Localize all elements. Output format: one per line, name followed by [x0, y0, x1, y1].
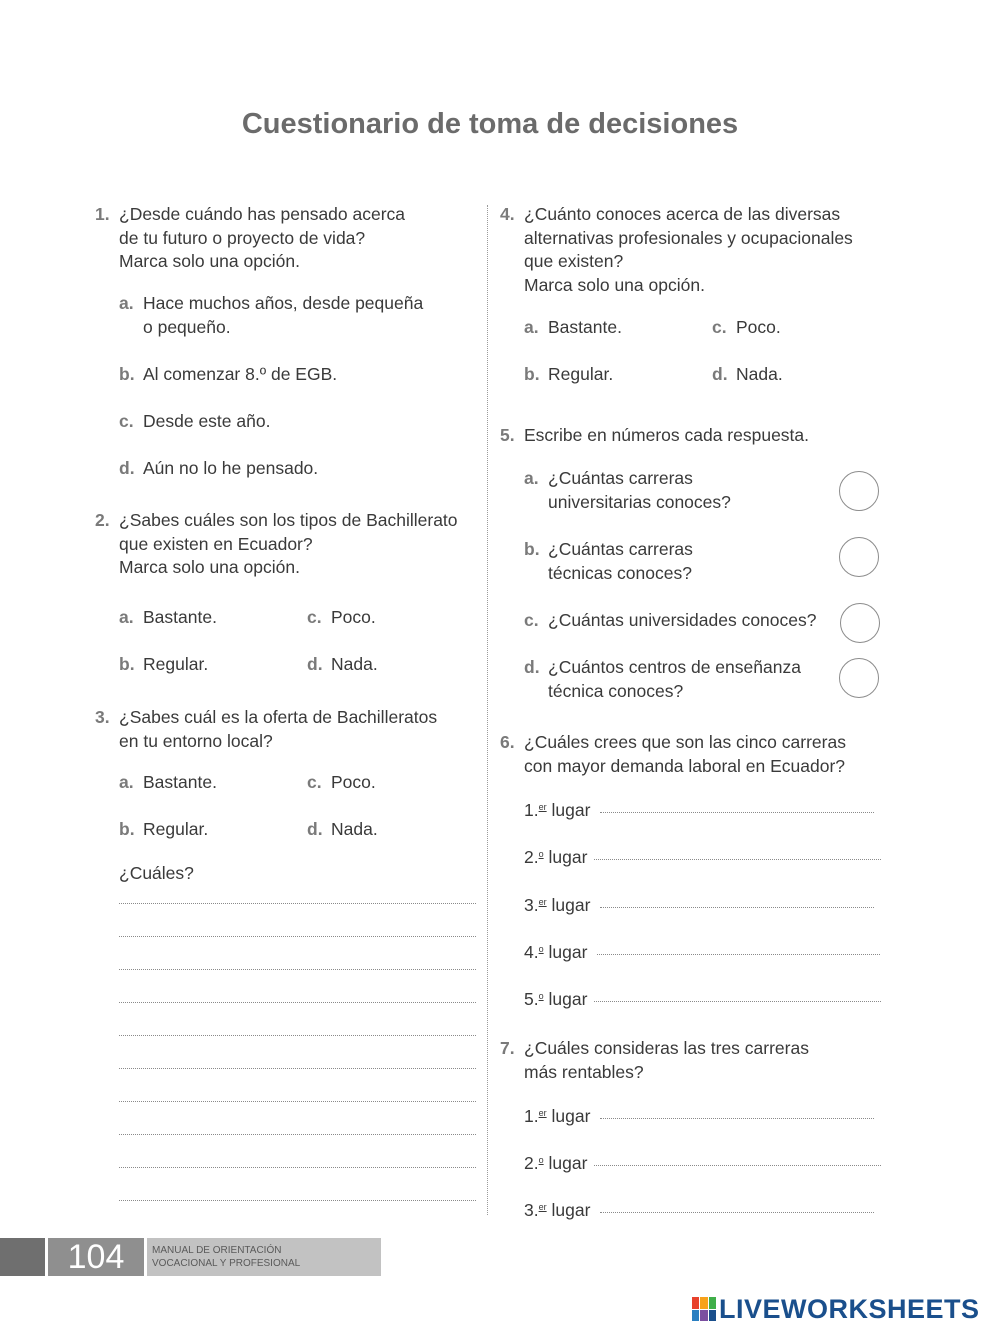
- place-ordinal: o: [538, 991, 544, 1001]
- place-ordinal: er: [538, 1202, 547, 1212]
- question-5: [500, 424, 810, 448]
- option-text: Regular.: [143, 819, 209, 839]
- place-label: lugar: [551, 895, 591, 915]
- option-text: Al comenzar 8.º de EGB.: [143, 364, 338, 384]
- place-ordinal: o: [538, 1155, 544, 1165]
- q3-answer-line-9[interactable]: [119, 1167, 476, 1168]
- logo-square: [709, 1310, 716, 1322]
- question-text-line: ¿Cuánto conoces acerca de las diversas: [524, 204, 841, 224]
- q3-answer-line-10[interactable]: [119, 1200, 476, 1201]
- logo-square: [700, 1310, 707, 1322]
- option-text: Desde este año.: [143, 411, 271, 431]
- option-text: ¿Cuántas universidades conoces?: [548, 610, 817, 630]
- q6-place-3: [524, 891, 590, 918]
- q3-option-c[interactable]: [307, 771, 376, 795]
- question-number: 4.: [500, 204, 515, 224]
- question-text-line: más rentables?: [524, 1061, 644, 1082]
- q5-item-b: [524, 538, 693, 585]
- place-label: lugar: [548, 847, 588, 867]
- place-ordinal: er: [538, 802, 547, 812]
- option-text: ¿Cuántas carreras: [548, 468, 693, 488]
- q6-place-5: [524, 985, 587, 1012]
- liveworksheets-mark-icon: [692, 1297, 716, 1321]
- q7-answer-line-3[interactable]: [600, 1212, 874, 1213]
- question-1: [95, 203, 406, 274]
- q3-answer-line-3[interactable]: [119, 969, 476, 970]
- option-letter: c.: [119, 411, 134, 431]
- option-letter: a.: [524, 317, 539, 337]
- q1-option-d[interactable]: [119, 457, 319, 481]
- option-text: técnica conoces?: [548, 680, 684, 701]
- q5-answer-circle-b[interactable]: [839, 537, 879, 577]
- option-text: Bastante.: [143, 772, 217, 792]
- question-text-line: ¿Sabes cuál es la oferta de Bachilleratos: [119, 707, 438, 727]
- question-number: 3.: [95, 707, 110, 727]
- place-number: 3.: [524, 1200, 539, 1220]
- q1-option-a[interactable]: [119, 292, 424, 339]
- option-letter: c.: [307, 772, 322, 792]
- page-number: 104: [48, 1238, 144, 1276]
- option-text: Poco.: [331, 772, 376, 792]
- question-text-line: Marca solo una opción.: [119, 557, 300, 577]
- option-letter: c.: [307, 607, 322, 627]
- place-label: lugar: [548, 989, 588, 1009]
- place-number: 3.: [524, 895, 539, 915]
- q6-place-4: [524, 938, 587, 965]
- option-letter: d.: [307, 654, 323, 674]
- question-number: 6.: [500, 732, 515, 752]
- place-ordinal: er: [538, 897, 547, 907]
- option-letter: b.: [119, 364, 135, 384]
- q4-option-a[interactable]: [524, 316, 622, 340]
- logo-square: [709, 1297, 716, 1309]
- option-text: universitarias conoces?: [548, 491, 731, 512]
- option-letter: c.: [524, 610, 539, 630]
- question-text-line: ¿Sabes cuáles son los tipos de Bachillerato: [119, 510, 458, 530]
- option-text: técnicas conoces?: [548, 562, 692, 583]
- option-text: Nada.: [331, 654, 378, 674]
- q6-answer-line-1[interactable]: [600, 812, 874, 813]
- q7-answer-line-1[interactable]: [600, 1118, 874, 1119]
- question-2: [95, 509, 458, 580]
- place-number: 2.: [524, 847, 539, 867]
- q2-option-c[interactable]: [307, 606, 376, 630]
- option-letter: c.: [712, 317, 727, 337]
- option-text: Regular.: [143, 654, 209, 674]
- q3-answer-line-1[interactable]: [119, 903, 476, 904]
- q6-answer-line-5[interactable]: [594, 1001, 881, 1002]
- q5-answer-circle-d[interactable]: [839, 658, 879, 698]
- question-7: [500, 1037, 809, 1084]
- footer-bar: [0, 1238, 45, 1276]
- question-3: [95, 706, 438, 753]
- q5-item-d: [524, 656, 801, 703]
- option-letter: a.: [119, 772, 134, 792]
- question-text-line: Marca solo una opción.: [524, 274, 705, 295]
- option-text: Aún no lo he pensado.: [143, 458, 319, 478]
- place-label: lugar: [551, 1200, 591, 1220]
- question-4: [500, 203, 853, 297]
- q6-answer-line-3[interactable]: [600, 907, 874, 908]
- question-number: 1.: [95, 204, 110, 224]
- q6-answer-line-4[interactable]: [597, 954, 880, 955]
- question-text-line: con mayor demanda laboral en Ecuador?: [524, 755, 846, 776]
- q1-option-b[interactable]: [119, 363, 338, 387]
- option-text: Bastante.: [548, 317, 622, 337]
- option-text: Regular.: [548, 364, 614, 384]
- option-text: Poco.: [736, 317, 781, 337]
- q5-answer-circle-c[interactable]: [840, 603, 880, 643]
- q3-option-b[interactable]: [119, 818, 209, 842]
- option-letter: b.: [524, 539, 540, 559]
- q3-option-a[interactable]: [119, 771, 217, 795]
- q2-option-b[interactable]: [119, 653, 209, 677]
- option-letter: a.: [119, 607, 134, 627]
- column-divider: [487, 205, 488, 1215]
- question-number: 2.: [95, 510, 110, 530]
- place-ordinal: o: [538, 849, 544, 859]
- option-letter: a.: [524, 468, 539, 488]
- question-text-line: ¿Desde cuándo has pensado acerca: [119, 204, 406, 224]
- question-text-line: alternativas profesionales y ocupacionales: [524, 227, 853, 248]
- q3-answer-line-8[interactable]: [119, 1134, 476, 1135]
- liveworksheets-wordmark: LIVEWORKSHEETS: [719, 1293, 980, 1324]
- q6-answer-line-2[interactable]: [594, 859, 881, 860]
- logo-square: [692, 1297, 699, 1309]
- q5-item-c: [524, 609, 817, 633]
- logo-square: [692, 1310, 699, 1322]
- option-letter: b.: [119, 819, 135, 839]
- place-label: lugar: [548, 1153, 588, 1173]
- option-letter: d.: [307, 819, 323, 839]
- q1-option-c[interactable]: [119, 410, 271, 434]
- page-title: Cuestionario de toma de decisiones: [241, 108, 739, 140]
- option-letter: b.: [119, 654, 135, 674]
- q6-place-1: [524, 796, 590, 823]
- q2-option-a[interactable]: [119, 606, 217, 630]
- place-ordinal: o: [538, 944, 544, 954]
- q3-answer-line-4[interactable]: [119, 1002, 476, 1003]
- q2-option-d[interactable]: [307, 653, 378, 677]
- option-text: ¿Cuántas carreras: [548, 539, 693, 559]
- place-number: 2.: [524, 1153, 539, 1173]
- liveworksheets-logo: [692, 1293, 980, 1325]
- option-letter: d.: [712, 364, 728, 384]
- question-number: 7.: [500, 1038, 515, 1058]
- footer-manual-line: VOCACIONAL Y PROFESIONAL: [152, 1258, 301, 1269]
- question-number: 5.: [500, 425, 515, 445]
- place-number: 4.: [524, 942, 539, 962]
- place-label: lugar: [551, 800, 591, 820]
- q7-answer-line-2[interactable]: [594, 1165, 881, 1166]
- place-number: 1.: [524, 800, 539, 820]
- option-text: Hace muchos años, desde pequeña: [143, 293, 424, 313]
- option-text: Nada.: [736, 364, 783, 384]
- place-number: 5.: [524, 989, 539, 1009]
- question-text-line: que existen?: [524, 251, 624, 271]
- option-letter: a.: [119, 293, 134, 313]
- question-6: [500, 731, 846, 778]
- place-label: lugar: [548, 942, 588, 962]
- q7-place-1: [524, 1102, 590, 1129]
- q3-answer-line-2[interactable]: [119, 936, 476, 937]
- place-number: 1.: [524, 1106, 539, 1126]
- q5-item-a: [524, 467, 731, 514]
- q7-place-2: [524, 1149, 587, 1176]
- option-text: o pequeño.: [143, 316, 231, 337]
- option-letter: d.: [524, 657, 540, 677]
- question-text-line: Escribe en números cada respuesta.: [524, 425, 810, 445]
- place-label: lugar: [551, 1106, 591, 1126]
- question-text-line: que existen en Ecuador?: [119, 533, 313, 554]
- logo-square: [700, 1297, 707, 1309]
- question-text-line: ¿Cuáles consideras las tres carreras: [524, 1038, 809, 1058]
- option-text: Poco.: [331, 607, 376, 627]
- option-letter: d.: [119, 458, 135, 478]
- q6-place-2: [524, 843, 587, 870]
- question-text-line: ¿Cuáles crees que son las cinco carreras: [524, 732, 846, 752]
- option-text: ¿Cuántos centros de enseñanza: [548, 657, 801, 677]
- q7-place-3: [524, 1196, 590, 1223]
- q3-followup-label: ¿Cuáles?: [119, 863, 194, 883]
- option-text: Bastante.: [143, 607, 217, 627]
- question-text-line: Marca solo una opción.: [119, 251, 300, 271]
- option-text: Nada.: [331, 819, 378, 839]
- q4-option-d[interactable]: [712, 363, 783, 387]
- place-ordinal: er: [538, 1108, 547, 1118]
- footer-manual-line: MANUAL DE ORIENTACIÓN: [152, 1245, 282, 1256]
- footer-manual-title: [147, 1238, 381, 1276]
- q4-option-c[interactable]: [712, 316, 781, 340]
- question-text-line: en tu entorno local?: [119, 730, 273, 751]
- q3-option-d[interactable]: [307, 818, 378, 842]
- q3-answer-line-7[interactable]: [119, 1101, 476, 1102]
- question-text-line: de tu futuro o proyecto de vida?: [119, 227, 366, 248]
- q3-answer-line-6[interactable]: [119, 1068, 476, 1069]
- q5-answer-circle-a[interactable]: [839, 471, 879, 511]
- q3-answer-line-5[interactable]: [119, 1035, 476, 1036]
- option-letter: b.: [524, 364, 540, 384]
- q4-option-b[interactable]: [524, 363, 614, 387]
